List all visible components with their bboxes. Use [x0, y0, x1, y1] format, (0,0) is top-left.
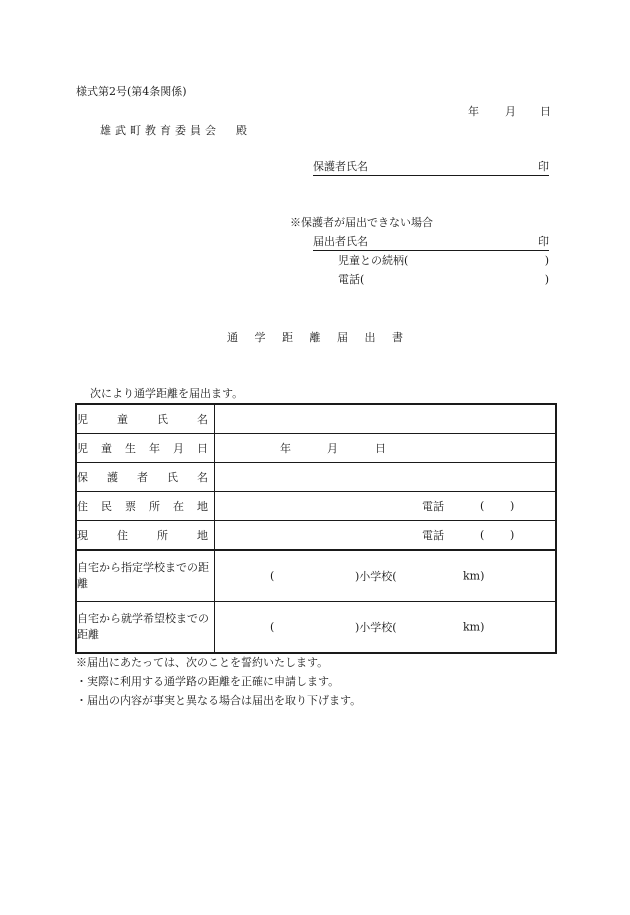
paren-open: ( [480, 499, 485, 513]
table-row [76, 602, 556, 654]
pledge-item: ・届出の内容が事実と異なる場合は届出を取り下げます。 [76, 694, 362, 707]
km-close: km) [463, 569, 485, 583]
birth-day-unit: 日 [375, 442, 386, 455]
title-char: 通 [227, 331, 238, 344]
date-month: 月 [505, 105, 516, 118]
table-row [76, 404, 556, 434]
date-year: 年 [468, 105, 479, 118]
relation-close: ) [544, 254, 549, 267]
table-row [76, 492, 556, 521]
seal-mark: 印 [538, 160, 549, 173]
birth-year-unit: 年 [280, 442, 291, 455]
school-open: ( [270, 620, 275, 634]
pledge-intro: ※届出にあたっては、次のことを誓約いたします。 [76, 656, 329, 669]
birth-label: 児 童 生 年 月 日 [76, 434, 215, 463]
designated-school-field[interactable] [215, 550, 557, 602]
relation-label: 児童との続柄( [338, 254, 409, 267]
date-day: 日 [540, 105, 551, 118]
school-mid: )小学校( [355, 570, 397, 583]
current-address-label: 現 住 所 地 [76, 521, 215, 551]
birth-month-unit: 月 [327, 442, 338, 455]
relation-row[interactable] [338, 254, 549, 268]
title-char: 出 [364, 331, 376, 344]
registered-address-label: 住 民 票 所 在 地 [76, 492, 215, 521]
guardian-name-field[interactable] [215, 463, 557, 492]
pledge-item: ・実際に利用する通学路の距離を正確に申請します。 [76, 675, 340, 688]
table-row [76, 550, 556, 602]
phone-label: 電話 [422, 500, 444, 513]
title-char: 離 [309, 331, 321, 344]
school-mid: )小学校( [355, 621, 397, 634]
birth-date-field[interactable] [215, 434, 557, 463]
phone-label: 電話 [422, 529, 444, 542]
school-open: ( [270, 569, 275, 583]
document-title [227, 331, 403, 345]
current-address-field[interactable] [215, 521, 557, 551]
child-name-label: 児 童 氏 名 [76, 404, 215, 434]
submitter-signature-line[interactable] [313, 235, 549, 251]
addressee-honorific: 殿 [236, 124, 247, 137]
submitter-seal: 印 [538, 235, 549, 248]
km-close: km) [463, 620, 485, 634]
table-row [76, 463, 556, 492]
intro-text: 次により通学距離を届出ます。 [90, 387, 244, 400]
title-char: 学 [254, 331, 266, 344]
phone-row[interactable] [338, 273, 549, 287]
guardian-label: 保 護 者 氏 名 [76, 463, 215, 492]
desired-school-label: 自宅から就学希望校までの距離 [76, 602, 215, 654]
table-row [76, 434, 556, 463]
title-char: 距 [282, 331, 293, 344]
phone-close: ) [544, 273, 549, 286]
alt-note: ※保護者が届出できない場合 [290, 216, 433, 229]
paren-close: ) [510, 528, 515, 542]
guardian-signature-line[interactable] [313, 160, 549, 176]
phone-label: 電話( [338, 273, 365, 286]
designated-school-label: 自宅から指定学校までの距離 [76, 550, 215, 602]
submitter-label: 届出者氏名 [313, 235, 368, 248]
title-char: 書 [392, 331, 403, 344]
distance-form-table [75, 403, 557, 654]
desired-school-field[interactable] [215, 602, 557, 654]
table-row [76, 521, 556, 551]
guardian-name-label: 保護者氏名 [313, 160, 368, 173]
paren-close: ) [510, 499, 515, 513]
paren-open: ( [480, 528, 485, 542]
child-name-field[interactable] [215, 404, 557, 434]
title-char: 届 [337, 331, 348, 344]
registered-address-field[interactable] [215, 492, 557, 521]
addressee-name: 雄武町教育委員会 [100, 124, 220, 137]
form-id: 様式第2号(第4条関係) [76, 85, 187, 98]
